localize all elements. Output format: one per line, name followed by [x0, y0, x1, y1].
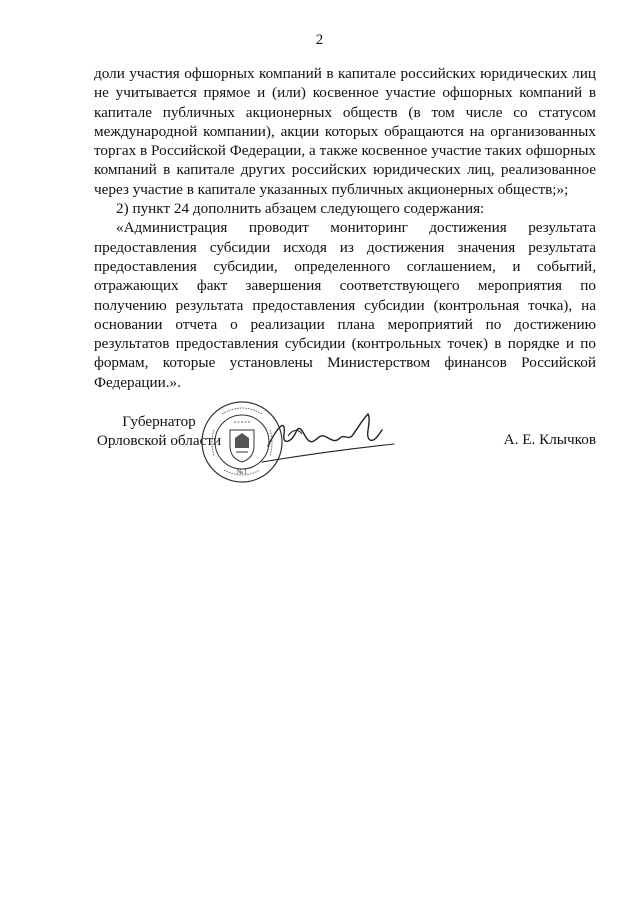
signatory-name: А. Е. Клычков — [503, 431, 596, 448]
document-body — [94, 64, 596, 392]
paragraph-monitoring: «Администрация проводит мониторинг достижения результата предоставления субсидии исходя из достижения значения результата предоставления субсидии, определенного соглашением, и событий, отражающих факт завершения соответствующего мероприятия по получению результата предоставления субсидии (контрольная точка), на основании отчета о реализации плана мероприятий по достижению результатов предоставления субсидии (контрольных точек) в порядке и по формам, которые установлены Министерством финансов Российской Федерации.». — [94, 219, 596, 391]
page-number: 2 — [315, 32, 324, 48]
paragraph-item-2: 2) пункт 24 дополнить абзацем следующего содержания: — [116, 200, 485, 218]
svg-text:№1: №1 — [236, 468, 248, 476]
position-line-1: Губернатор — [122, 413, 196, 430]
handwritten-signature-icon — [258, 406, 398, 476]
signature-block — [0, 400, 639, 490]
paragraph-offshore: доли участия офшорных компаний в капитале российских юридических лиц не учитывается прямое и (или) косвенное участие офшорных компаний в капитале публичных акционерных обществ (в том числе со статусом международной компании), акции которых обращаются на организованных торгах в Российской Федерации, а также косвенное участие таких офшорных компаний в капитале других российских юридических лиц, реализованное через участие в капитале указанных публичных акционерных обществ;»; — [94, 65, 596, 198]
position-line-2: Орловской области — [96, 432, 222, 449]
